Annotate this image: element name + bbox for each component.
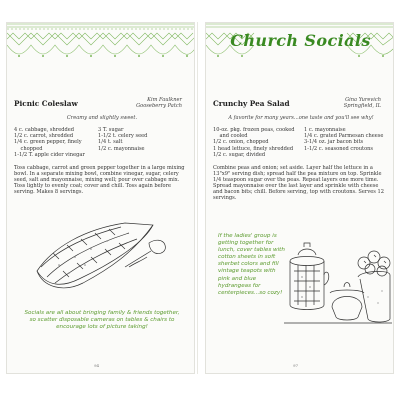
teapot-sugar-bowl-and-pail-illustration — [284, 231, 392, 327]
recipe-title: Crunchy Pea Salad — [213, 99, 290, 108]
ingredient-item: 1/2 c. onion, chopped — [213, 139, 269, 146]
tip-text: If the ladies' group is getting together for lunch, cover tables with cotton sheets in soft sherbet colors and fill vintage teapots with pink and blue hydrangeas for centerpieces...so cozy! — [218, 233, 285, 296]
ingredients-list-col2 — [98, 127, 188, 152]
page-number: 94 — [94, 363, 100, 368]
ingredient-item: 1 c. mayonnaise — [304, 127, 346, 133]
left-page — [6, 22, 195, 374]
ingredient-item: chopped — [14, 145, 43, 152]
ingredient-item: 1-1/2 c. seasoned croutons — [304, 145, 374, 152]
ingredient-item: 1-1/2 t. celery seed — [98, 133, 148, 140]
ingredient-item: 1/4 c. grated Parmesan cheese — [304, 133, 384, 140]
tip-text: Socials are all about bringing family & friends together, so scatter disposable cameras on tables & chairs to encourage lots of picture taking! — [24, 310, 180, 331]
recipe-author — [102, 97, 182, 109]
ingredient-item: and cooled — [213, 133, 248, 140]
recipe-intro: A favorite for many years...one taste and you'll see why! — [228, 115, 374, 121]
recipe-author — [301, 97, 381, 109]
author-name: Kim Faulkner — [147, 97, 182, 103]
ingredient-item: 1/4 c. green pepper, finely — [14, 139, 82, 146]
section-heading: Church Socials — [230, 31, 371, 50]
recipe-directions: Combine peas and onion; set aside. Layer half the lettuce in a 13"x9" serving dish; spread half the pea mixture on top. Sprinkle 1/4 teaspoon sugar over the peas. Repeat layers one more time. Spread mayonnaise over the last layer and sprinkle with cheese and bacon bits; chill. Before serving, top with croutons. Serves 12 servings. — [213, 165, 384, 202]
book-gutter — [197, 22, 198, 374]
ingredient-item: 1/2 c. mayonnaise — [98, 145, 145, 152]
ingredient-item: 1-1/2 T. apple cider vinegar — [14, 151, 85, 158]
author-location: Springfield, IL — [343, 103, 381, 109]
ingredient-item: 4 c. cabbage, shredded — [14, 127, 75, 133]
ingredients-list-col2 — [304, 127, 390, 152]
ingredient-item: 1 head lettuce, finely shredded — [213, 145, 294, 152]
ingredient-item: 1/4 t. salt — [98, 139, 123, 146]
ingredient-item: 1/2 c. sugar, divided — [213, 151, 266, 158]
ingredient-item: 3 T. sugar — [98, 127, 124, 133]
ingredient-item: 3-1/4 oz. jar bacon bits — [304, 139, 364, 146]
recipe-intro: Creamy and slightly sweet. — [66, 115, 138, 121]
author-name: Gina Yurevich — [345, 97, 381, 103]
ingredient-item: 10-oz. pkg. frozen peas, cooked — [213, 127, 295, 133]
author-location: Gooseberry Patch — [136, 103, 182, 109]
ingredients-list-col1 — [213, 127, 305, 158]
recipe-directions: Toss cabbage, carrot and green pepper together in a large mixing bowl. In a separate mixing bowl, combine vinegar, sugar, celery seed, salt and mayonnaise, mixing well; pour over cabbage mix. Toss lightly to evenly coat; cover and chill. Toss again before serving. Makes 8 servings. — [14, 165, 185, 196]
ingredient-item: 1/2 c. carrot, shredded — [14, 133, 74, 140]
ingredients-list-col1 — [14, 127, 102, 158]
lace-border-decoration — [7, 23, 195, 65]
right-page — [205, 22, 394, 374]
recipe-title: Picnic Coleslaw — [14, 99, 78, 108]
page-number: 97 — [293, 363, 299, 368]
napkin-with-spoon-illustration — [29, 217, 169, 299]
